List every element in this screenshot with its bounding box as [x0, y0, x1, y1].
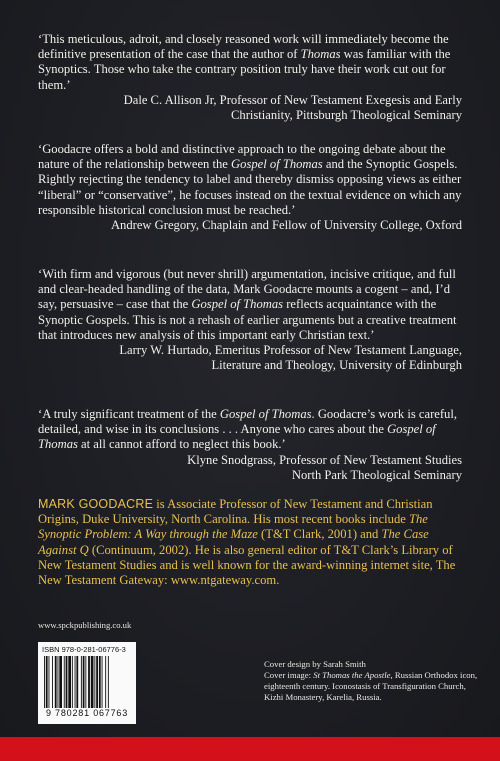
- cover-credits: [264, 659, 484, 703]
- barcode-bar: [81, 656, 82, 708]
- barcode-bar: [64, 656, 65, 708]
- isbn-label: ISBN 978-0-281-06776-3: [42, 645, 126, 654]
- barcode-bar: [94, 656, 95, 708]
- quote-text: ‘This meticulous, adroit, and closely reasoned work will immediately become the definitive presentation of the case that the author of Thomas was familiar with the Synoptics. Those who take the contrary position truly have their work cut out for them.’: [38, 32, 451, 92]
- quote-text: ‘A truly significant treatment of the Gospel of Thomas. Goodacre’s work is careful, detailed, and wise in its conclusions . . . Anyone who cares about the Gospel of Thomas at all cannot afford to neglect this book.’: [38, 407, 458, 452]
- barcode-bar: [55, 656, 57, 708]
- bio-text: is Associate Professor of New Testament and Christian Origins, Duke University, North Carolina. His most recent books include The Synoptic Problem: A Way through the Maze (T&T Clark, 2001) and The Case Against Q (Continuum, 2002). He is also general editor of T&T Clark’s Library of New Testament Studies and is well known for the award-winning internet site, The New Testament Gateway: www.ntgateway.com.: [38, 497, 456, 588]
- barcode-bar: [49, 656, 50, 708]
- quote-text: ‘Goodacre offers a bold and distinctive approach to the ongoing debate about the nature of the relationship between the Gospel of Thomas and the Synoptic Gospels. Rightly rejecting the tendency to label and thereby dismiss opposing views as either “liberal” or “conservative”, he focuses instead on the textual evidence on which any responsible historical conclusion must be reached.’: [38, 142, 462, 217]
- barcode-number: 9 780281 067763: [45, 708, 129, 718]
- red-band: [0, 737, 500, 761]
- barcode-bar: [96, 656, 98, 708]
- barcode-bar: [75, 656, 76, 708]
- design-credit: Cover design by Sarah Smith: [264, 659, 366, 669]
- barcode-bar: [46, 656, 48, 708]
- barcode-bar: [108, 656, 109, 708]
- barcode-bars: [44, 656, 130, 708]
- isbn-barcode: [38, 642, 136, 724]
- barcode-bar: [99, 656, 101, 708]
- endorsement-quote: [38, 32, 462, 123]
- barcode-bar: [52, 656, 53, 708]
- barcode-bar: [44, 656, 45, 708]
- barcode-bar: [88, 656, 90, 708]
- barcode-bar: [66, 656, 68, 708]
- image-credit: Cover image: St Thomas the Apostle, Russian Orthodox icon, eighteenth century. Iconostasis of Transfiguration Church, Kizhi Monastery, Karelia, Russia.: [264, 670, 478, 702]
- quote-attribution: Dale C. Allison Jr, Professor of New Testament Exegesis and Early Christianity, Pittsburgh Theological Seminary: [123, 92, 462, 123]
- author-bio: [38, 497, 466, 588]
- barcode-bar: [58, 656, 59, 708]
- publisher-website[interactable]: www.spckpublishing.co.uk: [38, 620, 132, 630]
- barcode-bar: [76, 656, 78, 708]
- barcode-bar: [72, 656, 73, 708]
- barcode-bar: [91, 656, 94, 708]
- author-name: MARK GOODACRE: [38, 497, 154, 511]
- barcode-bar: [59, 656, 62, 708]
- barcode-bar: [85, 656, 86, 708]
- quote-attribution: Andrew Gregory, Chaplain and Fellow of University College, Oxford: [110, 218, 462, 233]
- barcode-bar: [83, 656, 85, 708]
- quote-text: ‘With firm and vigorous (but never shrill) argumentation, incisive critique, and full and clear-headed handling of the data, Mark Goodacre mounts a cogent – and, I’d say, persuasive – case that the Gospel of Thomas reflects acquaintance with the Synoptic Gospels. This is not a rehash of earlier arguments but a creative treatment that introduces new analysis of this important early Christian text.’: [38, 267, 457, 342]
- endorsement-quote: [38, 407, 462, 483]
- barcode-bar: [105, 656, 106, 708]
- barcode-bar: [102, 656, 103, 708]
- endorsement-quote: [38, 267, 462, 373]
- endorsement-quote: [38, 142, 462, 233]
- quote-attribution: Larry W. Hurtado, Emeritus Professor of New Testament Language, Literature and Theology, University of Edinburgh: [119, 343, 462, 373]
- quote-attribution: Klyne Snodgrass, Professor of New Testament Studies North Park Theological Seminary: [187, 452, 462, 482]
- barcode-bar: [68, 656, 71, 708]
